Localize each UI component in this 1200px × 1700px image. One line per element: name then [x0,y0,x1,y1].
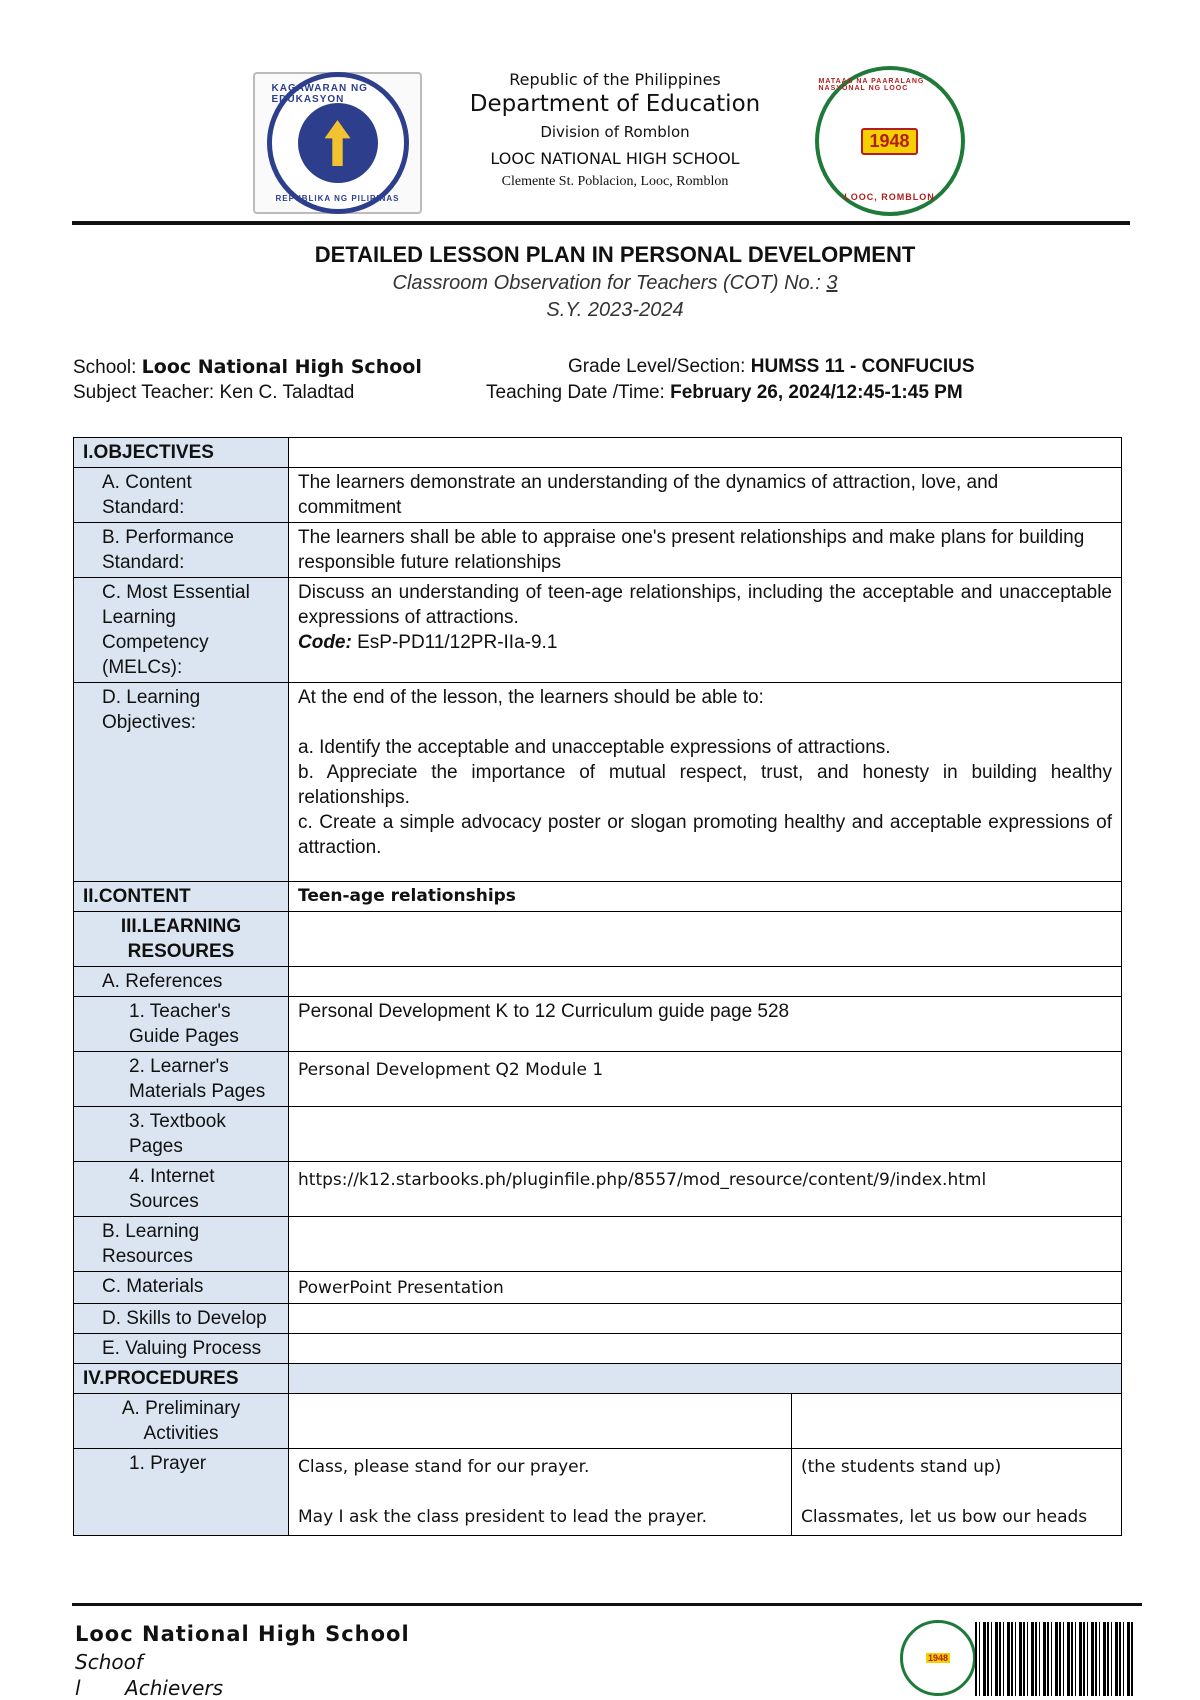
internet-sources-link[interactable]: https://k12.starbooks.ph/pluginfile.php/8557/mod_resource/content/9/index.html [289,1162,1122,1217]
table-row [74,1449,1122,1536]
school-label: School: [73,357,142,378]
content-value: Teen-age relationships [289,882,1122,912]
table-row [74,1052,1122,1107]
performance-standard-value: The learners shall be able to appraise one's present relationships and make plans for building responsible future relationships [289,523,1122,578]
meta-grade [568,356,975,378]
teachers-guide-label: 1. Teacher's Guide Pages [74,997,289,1052]
table-row [74,1162,1122,1217]
document-title-block [0,242,1200,322]
school-seal-bottom: LOOC, ROMBLON [844,192,935,202]
content-standard-line2: commitment [298,497,402,518]
teacher-label: Subject Teacher: [73,382,220,403]
learning-objectives-value [289,683,1122,882]
melc-label: C. Most Essential Learning Competency (MELCs): [74,578,289,683]
prayer-teacher-line2: May I ask the class president to lead the prayer. [298,1507,708,1527]
date-value: February 26, 2024/12:45-1:45 PM [670,382,963,403]
table-row [74,468,1122,523]
lo-item-a: a. Identify the acceptable and unacceptable expressions of attractions. [298,737,891,758]
footer-motto-line1: Schoof [75,1650,143,1674]
table-row [74,578,1122,683]
table-row [74,438,1122,468]
cot-line [0,272,1200,295]
table-row [74,1334,1122,1364]
grade-value: HUMSS 11 - CONFUCIUS [750,356,975,377]
textbook-label: 3. Textbook Pages [74,1107,289,1162]
prayer-label: 1. Prayer [74,1449,289,1536]
footer-seal-logo [900,1620,976,1696]
table-row [74,912,1122,967]
lesson-plan-table [73,437,1122,1536]
learners-materials-value: Personal Development Q2 Module 1 [289,1052,1122,1107]
address-line: Clemente St. Poblacion, Looc, Romblon [501,174,729,189]
prayer-teacher-cell [289,1449,792,1536]
header-divider [72,221,1130,225]
date-label: Teaching Date /Time: [486,382,671,403]
table-row [74,1107,1122,1162]
deped-seal-bottom: REPUBLIKA NG PILIPINAS [275,194,400,203]
footer-motto-line2: l Achievers [75,1676,224,1700]
melc-code [298,630,1112,655]
school-seal-logo [812,66,967,216]
school-value: Looc National High School [141,356,422,378]
table-row [74,882,1122,912]
barcode-image [975,1622,1135,1696]
valuing-label: E. Valuing Process [74,1334,289,1364]
cot-prefix: Classroom Observation for Teachers (COT) No.: [392,272,827,294]
footer-seal-year: 1948 [927,1653,949,1663]
skills-label: D. Skills to Develop [74,1304,289,1334]
table-row [74,1304,1122,1334]
content-standard-line1: The learners demonstrate an understanding of the dynamics of attraction, love, and [298,472,999,493]
learning-objectives-label: D. Learning Objectives: [74,683,289,882]
melc-code-value: EsP-PD11/12PR-IIa-9.1 [351,632,558,653]
meta-teacher [73,382,354,404]
table-row [74,523,1122,578]
prayer-student-line2: Classmates, let us bow our heads [801,1507,1088,1527]
melc-value [289,578,1122,683]
meta-date [486,382,963,404]
prayer-teacher-line1: Class, please stand for our prayer. [298,1457,590,1477]
grade-label: Grade Level/Section: [568,356,751,377]
objectives-heading: I.OBJECTIVES [74,438,289,468]
learning-resources-heading: III.LEARNING RESOURES [74,912,289,967]
lo-intro: At the end of the lesson, the learners should be able to: [298,687,764,708]
prayer-student-line1: (the students stand up) [801,1457,1002,1477]
school-year: S.Y. 2023-2024 [546,299,684,321]
document-title: DETAILED LESSON PLAN IN PERSONAL DEVELOPMENT [314,242,916,267]
melc-code-label: Code: [298,632,352,653]
prayer-student-cell [792,1449,1122,1536]
table-row [74,997,1122,1052]
deped-seal-logo [253,72,422,214]
table-row [74,1217,1122,1272]
deped-seal-text: KAGAWARAN NG EDUKASYON [271,83,368,105]
learners-materials-label: 2. Learner's Materials Pages [74,1052,289,1107]
table-row [74,1364,1122,1394]
table-row [74,967,1122,997]
department-line: Department of Education [469,91,761,117]
footer-school-name: Looc National High School [75,1622,410,1646]
content-standard-value [289,468,1122,523]
materials-value: PowerPoint Presentation [289,1272,1122,1304]
school-line: LOOC NATIONAL HIGH SCHOOL [490,149,740,168]
melc-text: Discuss an understanding of teen-age relationships, including the acceptable and unacceptable expressions of attractions. [298,582,1112,628]
footer-divider [72,1603,1142,1606]
lo-item-b: b. Appreciate the importance of mutual respect, trust, and honesty in building healthy relationships. [298,762,1112,808]
cot-number: 3 [826,272,838,294]
table-row [74,683,1122,882]
procedures-heading: IV.PROCEDURES [74,1364,289,1394]
meta-school [73,356,422,379]
letterhead [420,70,810,190]
table-row [74,1394,1122,1449]
school-seal-year: 1948 [861,128,917,155]
content-heading: II.CONTENT [74,882,289,912]
lo-item-c: c. Create a simple advocacy poster or slogan promoting healthy and acceptable expressions of attraction. [298,812,1112,858]
teachers-guide-value: Personal Development K to 12 Curriculum guide page 528 [289,997,1122,1052]
preliminary-label: A. Preliminary Activities [74,1394,289,1449]
table-row [74,1272,1122,1304]
references-label: A. References [74,967,289,997]
school-seal-text: MATAAS NA PAARALANG NASYONAL NG LOOC [818,78,925,92]
teacher-value: Ken C. Taladtad [219,382,355,403]
materials-label: C. Materials [74,1272,289,1304]
performance-standard-label: B. Performance Standard: [74,523,289,578]
learning-resources-label: B. Learning Resources [74,1217,289,1272]
republic-line: Republic of the Philippines [509,70,721,89]
internet-sources-label: 4. Internet Sources [74,1162,289,1217]
division-line: Division of Romblon [540,123,690,141]
content-standard-label: A. Content Standard: [74,468,289,523]
